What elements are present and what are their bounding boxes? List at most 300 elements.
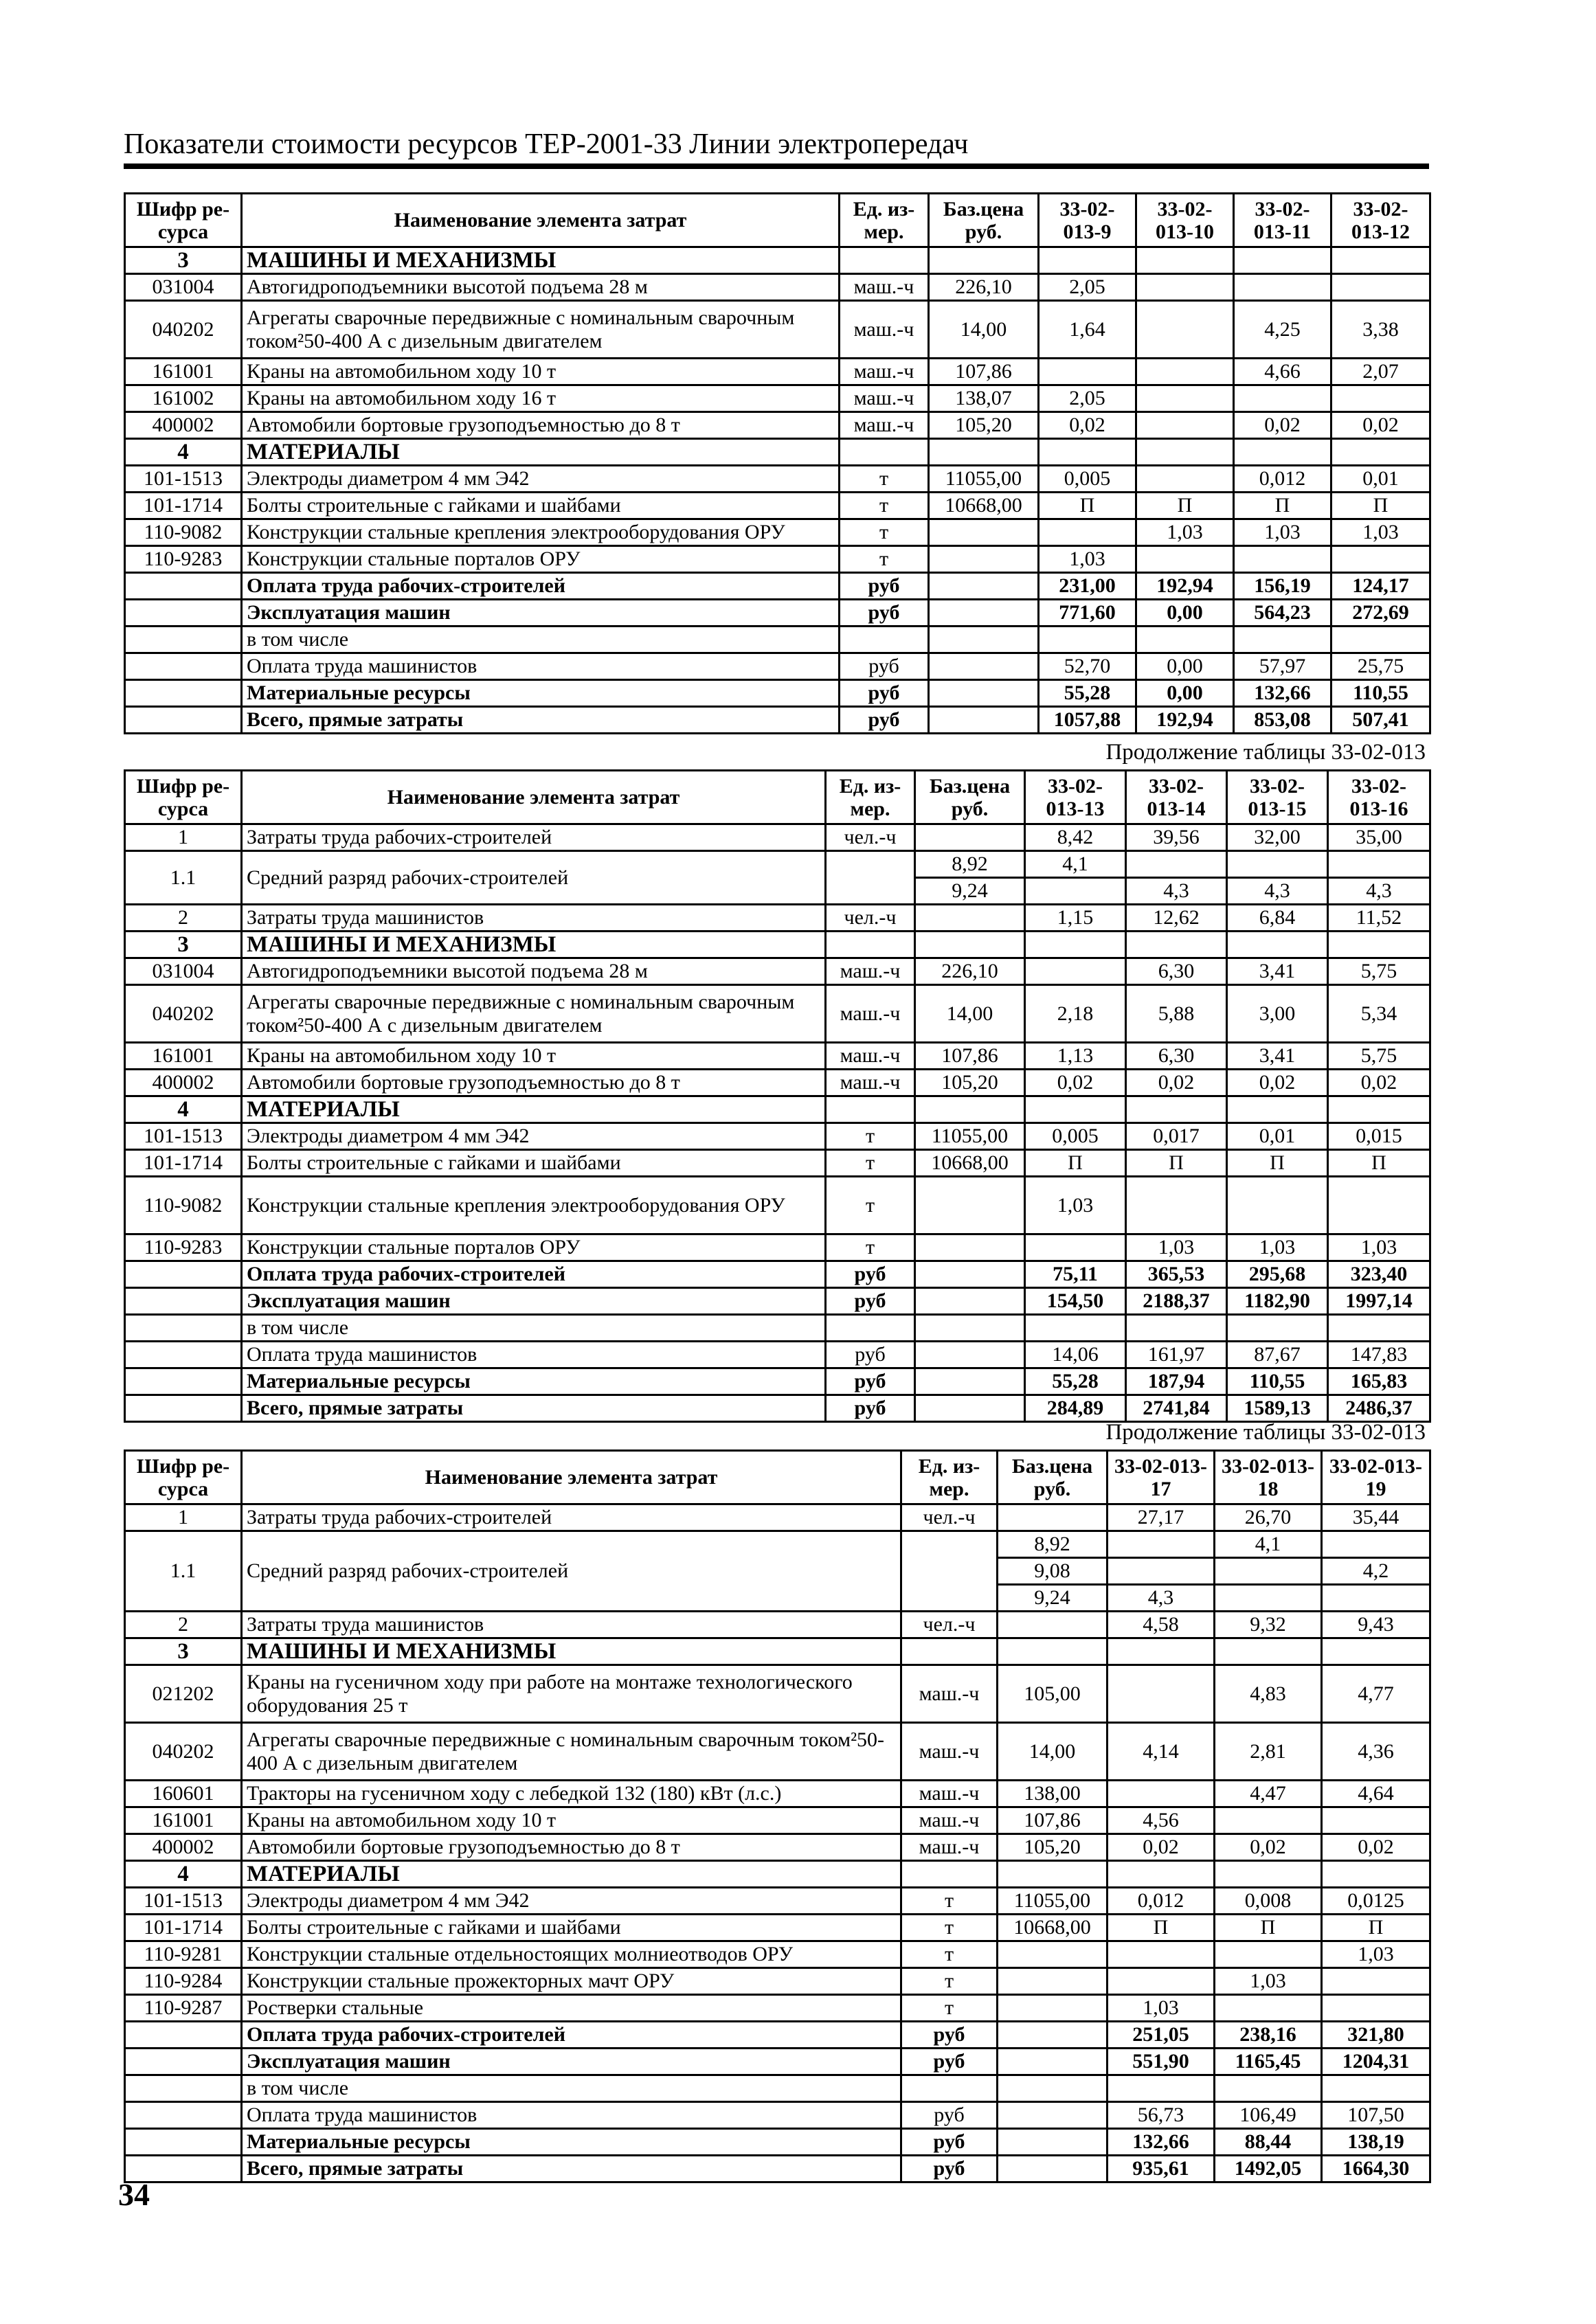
table-row [125,2156,1430,2182]
cell-resource-code: 161001 [125,1043,242,1070]
cell-value: 110,55 [1331,680,1430,707]
cell-element-name: Электроды диаметром 4 мм Э42 [242,1888,901,1915]
cell-value: 1,03 [1322,1941,1430,1968]
cell-resource-code: 3 [125,1638,242,1665]
cell-value [1322,1968,1430,1995]
table-row [125,653,1430,680]
cell-value: 365,53 [1126,1261,1227,1288]
table-row [125,1177,1430,1234]
cell-value: 75,11 [1025,1261,1126,1288]
cell-value [1136,274,1234,301]
table-row [125,247,1430,274]
cell-value: 0,02 [1322,1834,1430,1861]
cell-value: 0,00 [1136,600,1234,627]
cell-element-name: Материальные ресурсы [242,1368,826,1395]
page-header-title: Показатели стоимости ресурсов ТЕР-2001-33 Линии электропередач [124,128,969,160]
cell-value: П [1108,1915,1215,1941]
cell-value: 935,61 [1108,2156,1215,2182]
cell-value: 4,25 [1234,301,1331,359]
cell-base-price: 9,24 [915,878,1025,905]
cell-base-price [929,600,1039,627]
cell-value: 4,66 [1234,359,1331,385]
cell-value [1328,1177,1430,1234]
cell-resource-code: 101-1513 [125,466,242,493]
cell-base-price: 8,92 [915,851,1025,878]
cell-value: 8,42 [1025,824,1126,851]
cell-value: 0,02 [1039,412,1136,439]
table-row [125,2129,1430,2156]
table-header-row [125,1451,1430,1504]
cell-unit: маш.-ч [901,1834,998,1861]
cell-element-name: Краны на автомобильном ходу 10 т [242,359,840,385]
cell-value: 0,005 [1025,1123,1126,1150]
cell-resource-code [125,1288,242,1315]
cell-value [1108,1531,1215,1558]
cell-value [1328,1096,1430,1123]
cell-value: 4,3 [1328,878,1430,905]
cell-unit: т [840,546,929,573]
cell-value: 0,02 [1234,412,1331,439]
cell-unit: чел.-ч [901,1612,998,1638]
cell-resource-code: 2 [125,1612,242,1638]
cell-value [1234,627,1331,653]
cell-element-name: Агрегаты сварочные передвижные с номинальным сварочным током²50-400 А с дизельным двигателем [242,301,840,359]
cell-unit: маш.-ч [826,958,915,985]
cell-value: 4,1 [1025,851,1126,878]
cell-value: 25,75 [1331,653,1430,680]
cell-value: 0,012 [1234,466,1331,493]
cell-resource-code: 031004 [125,274,242,301]
cell-value: 11,52 [1328,905,1430,932]
resource-table [124,192,1431,734]
table-row [125,1915,1430,1941]
cell-base-price [998,2049,1108,2075]
cell-value [1331,247,1430,274]
cell-resource-code [125,1315,242,1342]
cell-unit: т [826,1234,915,1261]
cell-value: 0,017 [1126,1123,1227,1150]
cell-value: 132,66 [1108,2129,1215,2156]
cell-base-price: 107,86 [998,1807,1108,1834]
cell-value [1331,385,1430,412]
table-row [125,1070,1430,1096]
cell-value [1126,851,1227,878]
cell-resource-code: 161002 [125,385,242,412]
cell-resource-code [125,600,242,627]
cell-base-price: 105,20 [998,1834,1108,1861]
cell-value: 507,41 [1331,707,1430,734]
cell-base-price: 226,10 [915,958,1025,985]
table-row [125,680,1430,707]
cell-value: 6,30 [1126,1043,1227,1070]
table-row [125,439,1430,466]
cell-element-name: Краны на гусеничном ходу при работе на монтаже технологического оборудования 25 т [242,1665,901,1723]
cell-value [1025,932,1126,958]
cell-unit: маш.-ч [840,412,929,439]
cell-value: 9,43 [1322,1612,1430,1638]
cell-value [1136,439,1234,466]
cell-resource-code: 040202 [125,1723,242,1781]
cell-base-price [915,1395,1025,1422]
cell-resource-code [125,680,242,707]
cell-unit: маш.-ч [826,985,915,1043]
cell-unit: маш.-ч [901,1807,998,1834]
cell-element-name: Конструкции стальные прожекторных мачт ОРУ [242,1968,901,1995]
cell-base-price [915,932,1025,958]
cell-base-price: 11055,00 [929,466,1039,493]
table-row [125,1368,1430,1395]
cell-value [1039,359,1136,385]
cell-element-name: Средний разряд рабочих-строителей [242,1531,901,1612]
cell-value: 0,02 [1328,1070,1430,1096]
cell-base-price: 10668,00 [915,1150,1025,1177]
cell-value: 238,16 [1215,2022,1322,2049]
cell-value [1108,1941,1215,1968]
cell-value: 39,56 [1126,824,1227,851]
cell-value: 4,3 [1227,878,1328,905]
cell-value: 2188,37 [1126,1288,1227,1315]
cell-value: 0,02 [1108,1834,1215,1861]
cell-value: 0,02 [1025,1070,1126,1096]
cell-base-price: 138,00 [998,1781,1108,1807]
cell-value: П [1215,1915,1322,1941]
header-unit: Ед. из-мер. [826,771,915,824]
cell-value: 192,94 [1136,573,1234,600]
table-row [125,1638,1430,1665]
cell-value: 3,41 [1227,958,1328,985]
table-row [125,519,1430,546]
table-row [125,573,1430,600]
cell-unit: т [840,466,929,493]
cell-value [1215,1995,1322,2022]
cell-resource-code [125,1395,242,1422]
cell-value: 1,03 [1136,519,1234,546]
cell-base-price [929,680,1039,707]
cell-unit [840,627,929,653]
cell-value: 5,75 [1328,958,1430,985]
cell-unit: руб [840,600,929,627]
cell-unit [826,1096,915,1123]
cell-unit: маш.-ч [826,1070,915,1096]
cell-base-price [929,247,1039,274]
cell-value: 853,08 [1234,707,1331,734]
cell-value: 3,41 [1227,1043,1328,1070]
cell-value: 106,49 [1215,2102,1322,2129]
cell-value [1025,878,1126,905]
table-row [125,546,1430,573]
table-row [125,1612,1430,1638]
table-row [125,1995,1430,2022]
cell-value: 0,02 [1126,1070,1227,1096]
cell-base-price [998,1638,1108,1665]
cell-unit: маш.-ч [840,385,929,412]
table-row [125,627,1430,653]
cell-resource-code: 110-9283 [125,1234,242,1261]
cell-element-name: Эксплуатация машин [242,1288,826,1315]
cell-value: 1,03 [1108,1995,1215,2022]
cell-resource-code [125,627,242,653]
cell-value [1331,627,1430,653]
table-row [125,1504,1430,1531]
cell-value: 231,00 [1039,573,1136,600]
cell-element-name: Затраты труда рабочих-строителей [242,1504,901,1531]
header-rate-code: 33-02-013-13 [1025,771,1126,824]
cell-base-price: 9,24 [998,1585,1108,1612]
cell-base-price [915,1261,1025,1288]
cell-value: 0,01 [1331,466,1430,493]
cell-value: 57,97 [1234,653,1331,680]
cell-resource-code: 1 [125,1504,242,1531]
cell-value [1039,439,1136,466]
cell-resource-code: 110-9287 [125,1995,242,2022]
cell-unit: т [901,1888,998,1915]
cell-value [1227,1096,1328,1123]
header-rate-code: 33-02-013-9 [1039,194,1136,247]
table-row [125,1968,1430,1995]
cell-value: 187,94 [1126,1368,1227,1395]
cell-value: 0,02 [1227,1070,1328,1096]
table-row [125,851,1430,878]
table-row [125,1888,1430,1915]
cell-unit: руб [826,1368,915,1395]
header-name: Наименование элемента затрат [242,194,840,247]
cell-value [1039,247,1136,274]
cell-element-name: МАШИНЫ И МЕХАНИЗМЫ [242,247,840,274]
cell-element-name: Конструкции стальные порталов ОРУ [242,546,840,573]
cell-value: 12,62 [1126,905,1227,932]
resource-table [124,1449,1431,2183]
cell-value: 564,23 [1234,600,1331,627]
cell-base-price [915,1342,1025,1368]
cell-resource-code [125,2129,242,2156]
cell-value: 4,1 [1215,1531,1322,1558]
cell-unit: руб [826,1288,915,1315]
cell-element-name: Автомобили бортовые грузоподъемностью до 8 т [242,1070,826,1096]
cell-value: П [1322,1915,1430,1941]
cell-base-price: 105,20 [929,412,1039,439]
cell-unit: т [826,1177,915,1234]
cell-value: 55,28 [1025,1368,1126,1395]
cell-value [1126,1096,1227,1123]
cell-value: П [1126,1150,1227,1177]
cell-base-price [915,1288,1025,1315]
cell-value: 192,94 [1136,707,1234,734]
table-row [125,412,1430,439]
header-rate-code: 33-02-013-12 [1331,194,1430,247]
cell-base-price: 138,07 [929,385,1039,412]
cell-value [1322,2075,1430,2102]
cell-unit: маш.-ч [901,1723,998,1781]
cell-element-name: Тракторы на гусеничном ходу с лебедкой 132 (180) кВт (л.с.) [242,1781,901,1807]
cell-value: 2,05 [1039,385,1136,412]
cell-value: 4,56 [1108,1807,1215,1834]
header-code: Шифр ре-сурса [125,1451,242,1504]
table-row [125,600,1430,627]
cell-value [1328,932,1430,958]
cell-value: 6,30 [1126,958,1227,985]
cell-element-name: МАШИНЫ И МЕХАНИЗМЫ [242,1638,901,1665]
cell-value: 4,77 [1322,1665,1430,1723]
cell-base-price [915,824,1025,851]
cell-base-price [998,2075,1108,2102]
cell-element-name: Оплата труда машинистов [242,2102,901,2129]
header-rate-code: 33-02-013-11 [1234,194,1331,247]
cell-unit: чел.-ч [826,905,915,932]
cell-element-name: Оплата труда рабочих-строителей [242,2022,901,2049]
cell-element-name: Конструкции стальные крепления электрооборудования ОРУ [242,519,840,546]
cell-value: 1,03 [1227,1234,1328,1261]
cell-value [1126,1177,1227,1234]
cell-element-name: Электроды диаметром 4 мм Э42 [242,1123,826,1150]
cell-unit: руб [901,2102,998,2129]
table-row [125,1941,1430,1968]
cell-base-price [998,2102,1108,2129]
cell-resource-code: 101-1714 [125,1915,242,1941]
cell-unit: маш.-ч [840,274,929,301]
cell-value: П [1234,493,1331,519]
cell-unit: руб [901,2022,998,2049]
table-row [125,2102,1430,2129]
cell-element-name: Автогидроподъемники высотой подъема 28 м [242,958,826,985]
cell-value [1331,546,1430,573]
cell-unit: руб [826,1342,915,1368]
cell-base-price [915,1368,1025,1395]
cell-element-name: Затраты труда рабочих-строителей [242,824,826,851]
cell-resource-code: 110-9284 [125,1968,242,1995]
cell-value [1215,1585,1322,1612]
cell-resource-code: 400002 [125,412,242,439]
cell-resource-code: 160601 [125,1781,242,1807]
table-row [125,2075,1430,2102]
cell-value: 1664,30 [1322,2156,1430,2182]
cell-base-price [998,2129,1108,2156]
cell-unit [840,247,929,274]
cell-value: 9,32 [1215,1612,1322,1638]
cell-value: 5,88 [1126,985,1227,1043]
header-rate-code: 33-02-013-16 [1328,771,1430,824]
cell-value: 26,70 [1215,1504,1322,1531]
cell-value: 0,02 [1331,412,1430,439]
cell-value: 14,06 [1025,1342,1126,1368]
cell-value: П [1136,493,1234,519]
cell-value: П [1331,493,1430,519]
cell-value: 4,36 [1322,1723,1430,1781]
cell-resource-code: 031004 [125,958,242,985]
cell-value: 284,89 [1025,1395,1126,1422]
header-rate-code: 33-02-013-10 [1136,194,1234,247]
table-continuation-label: Продолжение таблицы 33-02-013 [1105,1420,1426,1445]
cell-element-name: Средний разряд рабочих-строителей [242,851,826,905]
cell-value: 2,81 [1215,1723,1322,1781]
table-row [125,1150,1430,1177]
header-name: Наименование элемента затрат [242,1451,901,1504]
cell-value: 0,01 [1227,1123,1328,1150]
cell-element-name: МАШИНЫ И МЕХАНИЗМЫ [242,932,826,958]
table-row [125,1043,1430,1070]
cell-base-price [929,439,1039,466]
cell-value: 56,73 [1108,2102,1215,2129]
cell-value: 295,68 [1227,1261,1328,1288]
cell-resource-code: 3 [125,247,242,274]
cell-base-price [915,905,1025,932]
cell-value: 4,58 [1108,1612,1215,1638]
cell-value [1108,1781,1215,1807]
table-row [125,1342,1430,1368]
cell-base-price [929,546,1039,573]
cell-value: 4,2 [1322,1558,1430,1585]
cell-element-name: Затраты труда машинистов [242,905,826,932]
cell-value [1039,627,1136,653]
table-continuation-label: Продолжение таблицы 33-02-013 [1105,740,1426,765]
cell-value: 1589,13 [1227,1395,1328,1422]
cell-value [1328,851,1430,878]
cell-value: 251,05 [1108,2022,1215,2049]
cell-element-name: Оплата труда машинистов [242,653,840,680]
table-row [125,1665,1430,1723]
cell-value: 0,00 [1136,653,1234,680]
table-row [125,274,1430,301]
cell-value: 0,00 [1136,680,1234,707]
cell-value: 4,3 [1108,1585,1215,1612]
cell-value: 0,0125 [1322,1888,1430,1915]
cell-unit: маш.-ч [826,1043,915,1070]
cell-element-name: Агрегаты сварочные передвижные с номинальным сварочным током²50-400 А с дизельным двигателем [242,985,826,1043]
cell-element-name: МАТЕРИАЛЫ [242,1096,826,1123]
cell-base-price [998,1995,1108,2022]
cell-value [1108,1558,1215,1585]
table-row [125,301,1430,359]
header-price: Баз.цена руб. [929,194,1039,247]
header-code: Шифр ре-сурса [125,194,242,247]
cell-base-price: 9,08 [998,1558,1108,1585]
cell-value [1025,1315,1126,1342]
cell-value [1136,627,1234,653]
cell-resource-code: 1.1 [125,1531,242,1612]
cell-resource-code: 4 [125,439,242,466]
cell-unit: чел.-ч [826,824,915,851]
cell-value: 147,83 [1328,1342,1430,1368]
cell-value: 272,69 [1331,600,1430,627]
cell-value [1227,851,1328,878]
table-row [125,958,1430,985]
cell-value: 165,83 [1328,1368,1430,1395]
cell-resource-code: 101-1513 [125,1888,242,1915]
cell-base-price: 105,00 [998,1665,1108,1723]
cell-value [1108,1638,1215,1665]
cell-value [1025,1096,1126,1123]
cell-value: 1,15 [1025,905,1126,932]
cell-value: 5,34 [1328,985,1430,1043]
cell-resource-code: 400002 [125,1834,242,1861]
table-header-row [125,194,1430,247]
cell-value [1227,1177,1328,1234]
cell-element-name: Электроды диаметром 4 мм Э42 [242,466,840,493]
cell-element-name: в том числе [242,2075,901,2102]
cell-element-name: МАТЕРИАЛЫ [242,1861,901,1888]
cell-value: 4,14 [1108,1723,1215,1781]
cell-value [1108,1665,1215,1723]
cell-unit: т [840,493,929,519]
cell-resource-code [125,1368,242,1395]
cell-value: 132,66 [1234,680,1331,707]
cell-value [1234,385,1331,412]
cell-value: 1,03 [1331,519,1430,546]
cell-element-name: Болты строительные с гайками и шайбами [242,1915,901,1941]
cell-value [1322,1585,1430,1612]
cell-value: 52,70 [1039,653,1136,680]
cell-unit: т [826,1123,915,1150]
cell-unit [826,1315,915,1342]
